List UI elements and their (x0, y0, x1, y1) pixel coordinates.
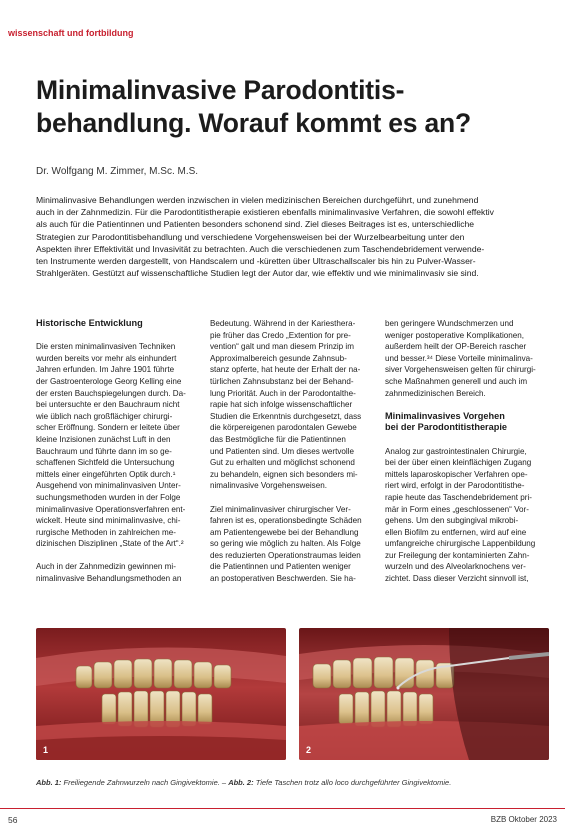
body-line: wie üblich nach großflächiger chirurgi- (36, 411, 173, 421)
body-line: Jahren erfunden. Im Jahre 1901 führte (36, 365, 175, 375)
body-line: rapie hat sich infolge wissenschaftlicher (210, 400, 353, 410)
body-line: zu behandeln, eignen sich besonders mi- (210, 469, 358, 479)
body-line: der ersten Bauchspiegelungen durch. Da- (36, 388, 186, 398)
body-line: des reduzierten Operationstraumas leiden (210, 550, 361, 560)
title-line: behandlung. Worauf kommt es an? (36, 108, 472, 138)
body-line: Analog zur gastrointestinalen Chirurgie, (385, 446, 527, 456)
body-line: fahren ist es, operationsbedingte Schäden (210, 516, 362, 526)
figure-caption (36, 778, 451, 787)
lead-line: auch in der Zahnmedizin. Für die Parodontitistherapie existieren ebenfalls minimalinvasive Verfahren, die sowohl effektiv (36, 207, 494, 218)
body-line: stanz opferte, hat heute der Erhalt der na- (210, 365, 361, 375)
title-line: Minimalinvasive Parodontitis- (36, 75, 405, 105)
paragraph-gap (36, 550, 196, 562)
body-line: siver Vorgehensweisen gelten für chirurgi- (385, 365, 536, 375)
body-line: ben geringere Wundschmerzen und (385, 319, 514, 328)
body-line: Bauchraum und führte dann im so ge- (36, 446, 172, 456)
body-line: schaffenen Sichtfeld die Untersuchung (36, 458, 175, 468)
body-line: kleine Inzisionen zunächst Luft in den (36, 434, 171, 444)
lead-line: ten Instrumente werden dargestellt, von Handscalern und -küretten über Ultraschallscaler bis hin zu Pulver-Wasser- (36, 256, 476, 267)
body-line: vention“ galt und man diesem Prinzip im (210, 342, 354, 352)
lead-paragraph (36, 194, 549, 279)
body-line: scher Eröffnung. Sondern er leitete über (36, 423, 180, 433)
body-line: so gering wie möglich zu halten. Als Folge (210, 539, 361, 549)
text-column-1 (36, 318, 196, 585)
body-line: mittels laparoskopischer Verfahren ope- (385, 469, 528, 479)
caption-text-2: Tiefe Taschen trotz allo loco durchgeführter Gingivektomie. (253, 778, 452, 787)
body-line: sche Maßnahmen generell und auch im (385, 376, 528, 386)
section-heading: Minimalinvasives Vorgehen (385, 410, 505, 421)
body-line: mittels einer eingeführten Optik durch.¹ (36, 469, 176, 479)
body-line: der Gastroenterologe Georg Kelling eine (36, 376, 182, 386)
body-line: riert wird, erfolgt in der Parodontitisthe- (385, 481, 525, 491)
body-line: die körpereigenen parodontalen Gewebe (210, 423, 357, 433)
article-title (36, 74, 516, 140)
body-line: türlichen Zahnsubstanz bei der Behand- (210, 376, 354, 386)
body-line: bei untersuchte er den Bauchraum nicht (36, 400, 180, 410)
lead-line: Strahlgeräten. Gestützt auf wissenschaftliche Studien legt der Autor dar, wie effektiv und wie minimalinvasiv sie sind. (36, 268, 479, 279)
teeth-photo-1 (36, 628, 286, 760)
body-line: nimalinvasive Behandlungsmethoden an (36, 574, 182, 584)
caption-label-1: Abb. 1: (36, 778, 62, 787)
body-line: außerdem heilt der OP-Bereich rascher (385, 342, 527, 352)
figure-number: 1 (43, 745, 49, 755)
body-line: umfangreiche chirurgische Lappenbildung (385, 539, 536, 549)
body-line: weniger postoperative Komplikationen, (385, 330, 525, 340)
footer-rule (0, 808, 565, 809)
body-line: an postoperativen Beschwerden. Sie ha- (210, 574, 356, 584)
body-line: wickelt. Heute sind minimalinvasive, chi- (36, 516, 181, 526)
section-heading: bei der Parodontitistherapie (385, 422, 508, 433)
body-line: Ziel minimalinvasiver chirurgischer Ver- (210, 504, 351, 514)
page-number: 56 (8, 815, 18, 825)
section-heading: Historische Entwicklung (36, 318, 143, 328)
body-line: lung Priorität. Auch in der Parodontalthe- (210, 388, 356, 398)
body-line: Auch in der Zahnmedizin gewinnen mi- (36, 562, 176, 572)
lead-line: Minimalinvasive Behandlungen werden inzwischen in vielen medizinischen Bereichen durchgeführt, und zunehmend (36, 195, 479, 205)
figure-1-photo (36, 628, 286, 760)
lead-line: Strategien zur Parodontitisbehandlung und verschiedene Vorgehensweisen bei der Wurzelbearbeitung unter den (36, 231, 465, 242)
body-line: am Patientengewebe bei der Behandlung (210, 527, 359, 537)
paragraph-gap (210, 492, 370, 504)
body-line: Studien die Erkenntnis durchgesetzt, dass (210, 411, 362, 421)
body-line: zur Freilegung der kontaminierten Zahn- (385, 550, 530, 560)
text-column-2 (210, 318, 370, 585)
body-line: wurzeln und des Alveolarknochens ver- (385, 562, 526, 572)
body-line: mär in Form eines „geschlossenen“ Vor- (385, 504, 529, 514)
figure-number: 2 (306, 745, 312, 755)
body-line: und besser.³⁴ Diese Vorteile minimalinva- (385, 353, 533, 363)
body-line: zichtet. Dass dieser Verzicht sinnvoll ist, (385, 574, 529, 584)
paragraph-gap (36, 330, 196, 342)
paragraph-gap (385, 399, 550, 411)
figure-2-photo (299, 628, 549, 760)
lead-line: als auch für die Patientinnen und Patienten besonders schonend sind. Ziel dieses Beitrages ist es, unterschiedliche (36, 219, 475, 230)
body-line: Approximalbereich gesunde Zahnsub- (210, 353, 347, 363)
body-line: dizinischen Disziplinen „State of the Art“.² (36, 539, 184, 549)
journal-issue: BZB Oktober 2023 (490, 815, 557, 824)
body-line: Ausgehend von minimalinvasiven Unter- (36, 481, 181, 491)
section-label: wissenschaft und fortbildung (8, 28, 134, 38)
body-line: Gut zu erhalten und möglichst schonend (210, 458, 355, 468)
paragraph-gap (385, 434, 550, 446)
lead-line: Aspekten ihrer Effektivität und Invasivität zu betrachten. Auch die verschiedenen zum Taschendebridement verwende- (36, 243, 485, 254)
caption-text-1: Freiliegende Zahnwurzeln nach Gingivektomie. – (61, 778, 229, 787)
body-line: bei der über einen kleinflächigen Zugang (385, 458, 532, 468)
body-line: gehens. Um den subgingival mikrobi- (385, 516, 519, 526)
body-line: pie früher das Credo „Extention for pre- (210, 330, 351, 340)
body-line: rapie heute das Taschendebridement pri- (385, 492, 532, 502)
body-line: zahnmedizinischen Bereich. (385, 388, 486, 398)
body-line: nimalinvasive Vorgehensweisen. (210, 481, 327, 491)
body-line: das Bestmögliche für die Patientinnen (210, 434, 346, 444)
teeth-photo-2 (299, 628, 549, 760)
body-line: wurden bereits vor mehr als einhundert (36, 353, 177, 363)
body-line: ellen Biofilm zu entfernen, wird auf eine (385, 527, 527, 537)
body-line: und Patienten sind. Um dieses wertvolle (210, 446, 354, 456)
body-line: die Patientinnen und Patienten weniger (210, 562, 351, 572)
caption-label-2: Abb. 2: (228, 778, 254, 787)
author: Dr. Wolfgang M. Zimmer, M.Sc. M.S. (36, 166, 199, 177)
body-line: rurgische Methoden in zahlreichen me- (36, 527, 176, 537)
text-column-3 (385, 318, 550, 585)
body-line: Die ersten minimalinvasiven Techniken (36, 342, 176, 352)
body-line: suchungsmethoden wurden in der Folge (36, 492, 181, 502)
body-line: minimalinvasive Operationsverfahren ent- (36, 504, 186, 514)
body-line: Bedeutung. Während in der Kariesthera- (210, 319, 356, 328)
